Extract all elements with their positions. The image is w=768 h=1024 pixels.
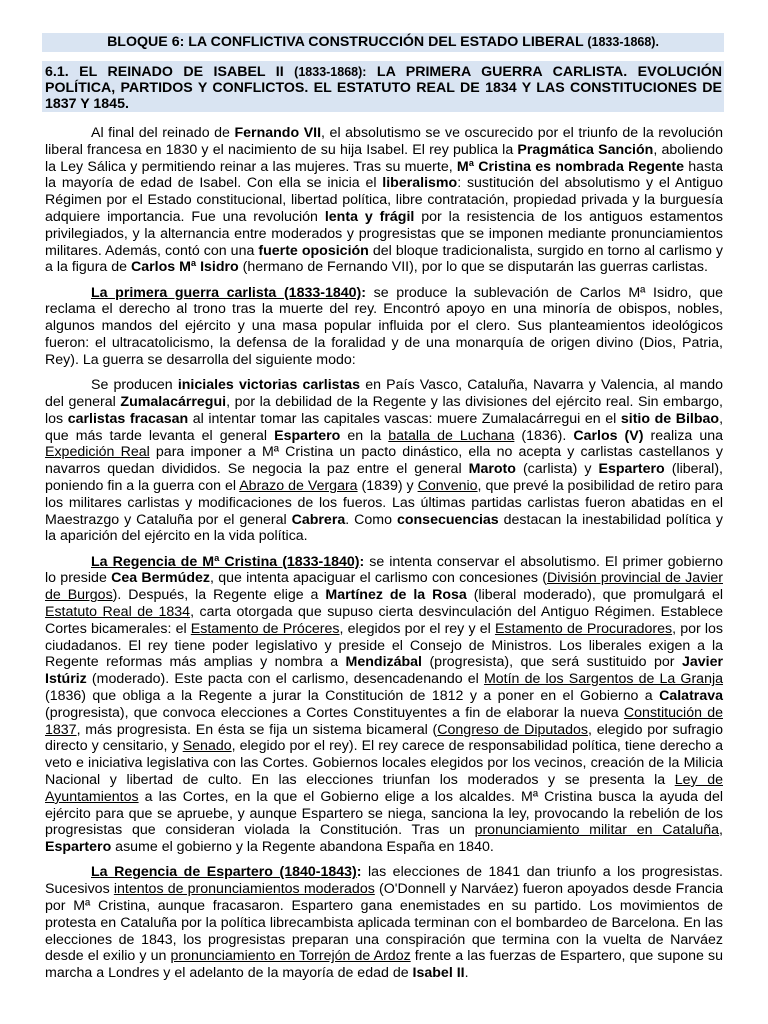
underlined-term: Abrazo de Vergara	[239, 477, 358, 494]
bold-term: Zumalacárregui	[120, 393, 227, 410]
text-run: realiza una	[643, 427, 724, 444]
text-run: en País Vasco, Cataluña, Navarra y Valencia, al mando del general	[45, 377, 723, 410]
text-run: , más progresista. En ésta se fija un sistema bicameral (	[76, 721, 438, 738]
text-run: , por la debilidad de la Regente y las divisiones del ejército real. Sin embargo, los	[45, 393, 723, 427]
text-run: (1839) y	[357, 477, 418, 494]
underlined-term: batalla de Luchana	[388, 427, 515, 444]
text-run: (progresista), que convoca elecciones a Cortes Constituyentes a fin de elaborar la nueva	[45, 704, 624, 721]
text-run: , elegido por sufragio directo y censitario, y	[45, 721, 723, 755]
text-run: al intentar tomar las capitales vascas: muere Zumalacárregui en el	[188, 410, 621, 427]
underlined-term: Constitución de 1837	[45, 704, 723, 738]
text-run: ,	[719, 822, 723, 839]
block-title-bar	[42, 33, 724, 52]
underlined-term: Expedición Real	[45, 444, 150, 461]
text-run: (progresista), que será sustituido por	[422, 654, 682, 671]
text-run: , que intenta apaciguar el carlismo con concesiones (	[210, 570, 547, 587]
text-run: las elecciones de 1841 dan triunfo a los progresistas. Sucesivos	[45, 864, 723, 898]
text-run: en la	[340, 427, 389, 444]
bold-term: :	[359, 553, 365, 570]
underlined-term: Motín de los Sargentos de La Granja	[483, 671, 724, 688]
text-run: hasta la mayoría de edad de Isabel. Con ella se inicia el	[45, 158, 723, 192]
bold-term: fuerte oposición	[258, 242, 369, 259]
document-body	[45, 125, 723, 991]
bold-term: Calatrava	[659, 688, 723, 704]
bold-term: Martínez de la Rosa	[325, 587, 467, 604]
text-run: ). Después, la Regente elige a	[112, 587, 326, 604]
underlined-term: Estamento de Próceres	[190, 620, 340, 637]
underlined-term: Convenio	[417, 477, 478, 494]
bold-term: sitio de Bilbao	[620, 410, 720, 427]
text-run: , por los ciudadanos. El rey tiene poder legislativo y preside el Consejo de Ministros. Los liberales exigen a la Regente reformas más amplias y nombra a	[45, 620, 724, 671]
bold-term: liberalismo	[382, 175, 458, 192]
bold-term: Carlos Mª Isidro	[130, 259, 239, 276]
bold-term: lenta y frágil	[324, 208, 415, 225]
underlined-term: Congreso de Diputados	[437, 721, 588, 738]
underlined-term: Estatuto Real de 1834	[45, 604, 191, 621]
text-run: (liberal), poniendo fin a la guerra con el	[45, 461, 723, 494]
bold-term: Fernando VII	[234, 125, 322, 141]
bold-term: Maroto	[468, 461, 516, 478]
text-run: (liberal moderado), que promulgará el	[466, 587, 723, 604]
text-run: .	[464, 965, 469, 982]
text-run: , elegidos por el rey y el	[339, 620, 495, 637]
text-run: (1836) que obliga a la Regente a jurar la Constitución de 1812 y a poner en el Gobierno a	[45, 688, 660, 704]
underlined-term: Ley de Ayuntamientos	[45, 771, 723, 805]
text-run: , que prevé la posibilidad de retiro para los militares carlistas y modificaciones de los fueros. Las últimas partidas carlistas fueron abatidas en el Maestrazgo y Cataluña por el general	[45, 477, 723, 528]
text-run: (carlista) y	[515, 461, 599, 478]
paragraph-desarrollo-guerra	[45, 377, 723, 545]
underlined-term: Estamento de Procuradores	[494, 620, 673, 637]
bold-term: iniciales victorias carlistas	[177, 377, 361, 394]
text-run: , que más tarde levanta el general	[45, 410, 724, 444]
underlined-term: intentos de pronunciamientos moderados	[113, 881, 375, 898]
paragraph-regencia-maria-cristina	[45, 554, 723, 856]
text-run: , aboliendo la Ley Sálica y permitiendo reinar a las mujeres. Tras su muerte,	[45, 141, 723, 175]
paragraph-regencia-espartero	[45, 864, 723, 982]
text-run: a las Cortes, en la que el Gobierno elige a los alcaldes. Mª Cristina busca la ayuda del ejército para que se apruebe, y aunque Espartero se niega, sanciona la ley, provocando la rebelión de los progresistas que consideran violada la Constitución. Tras un	[45, 788, 723, 839]
text-run: (moderado). Este pacta con el carlismo, desencadenando el	[86, 671, 484, 688]
bold-term: Cea Bermúdez	[111, 570, 210, 587]
bold-term: :	[361, 284, 366, 301]
bold-term: Espartero	[45, 839, 112, 856]
block-title-dates: (1833-1868).	[587, 35, 659, 49]
bold-term: Mendizábal	[345, 654, 422, 671]
section-heading-dates: (1833-1868):	[294, 65, 367, 79]
section-heading-rest: LA PRIMERA GUERRA CARLISTA. EVOLUCIÓN POLÍTICA, PARTIDOS Y CONFLICTOS. EL ESTATUTO REAL DE 1834 Y LAS CONSTITUCIONES DE 1837 Y 1845.	[45, 64, 722, 112]
bold-term: Espartero	[598, 461, 665, 478]
bold-term: Pragmática Sanción	[517, 141, 654, 158]
paragraph-intro-liberalismo	[45, 125, 723, 276]
text-run: del bloque tradicionalista, surgido en torno al carlismo y a la figura de	[45, 242, 723, 276]
text-run: : sustitución del absolutismo y el Antiguo Régimen por el Estado constitucional, libertad política, libre contratación, propiedad privada y la burguesía adquiere importancia. Fue una revolución	[45, 175, 723, 225]
underlined-term: Senado	[182, 738, 232, 755]
bold-term: consecuencias	[396, 511, 499, 528]
text-run: Se producen	[91, 377, 178, 394]
subsection-heading: La Regencia de Espartero (1840-1843)	[91, 864, 357, 881]
text-run: , el absolutismo se ve oscurecido por el triunfo de la revolución liberal francesa en 1830 y el nacimiento de su hija Isabel. El rey publica la	[45, 125, 723, 158]
bold-term: Espartero	[274, 427, 341, 444]
bold-term: :	[356, 864, 362, 881]
text-run: para imponer a Mª Cristina un pacto dinástico, ella no acepta y carlistas castellanos y navarros quedan divididos. Se negocia la paz entre el general	[45, 444, 723, 478]
bold-term: Mª Cristina es nombrada Regente	[456, 158, 685, 175]
underlined-term: pronunciamiento militar en Cataluña	[474, 822, 720, 839]
text-run: , elegido por el rey). El rey carece de responsabilidad política, tiene derecho a veto e iniciativa legislativa con las Cortes. Gobiernos locales elegidos por los vecinos, creación de la Milicia Nacional y libertad de culto. En las elecciones triunfan los moderados y se presenta la	[45, 738, 723, 788]
text-run: destacan la inestabilidad política y la aparición del ejército en la vida política.	[45, 511, 723, 545]
text-run: frente a las fuerzas de Espartero, que supone su marcha a Londres y el adelanto de la mayoría de edad de	[45, 948, 723, 982]
text-run: (O'Donnell y Narváez) fueron apoyados desde Francia por Mª Cristina, aunque fracasaron. Espartero gana enemistades en su partido. Los movimientos de protesta en Cataluña por la política librecambista aplicada terminan con el bombardeo de Barcelona. En las elecciones de 1843, los progresistas preparan una conspiración que termina con la vuelta de Narváez desde el exilio y un	[45, 881, 723, 965]
subsection-heading: La primera guerra carlista (1833-1840)	[91, 284, 362, 301]
text-run: , carta otorgada que supuso cierta desvinculación del Antiguo Régimen. Establece Cortes bicamerales: el	[45, 604, 723, 637]
text-run: se intenta conservar el absolutismo. El primer gobierno lo preside	[45, 553, 723, 587]
bold-term: Isabel II	[412, 965, 465, 982]
text-run: asume el gobierno y la Regente abandona España en 1840.	[111, 839, 494, 856]
text-run: por la resistencia de los antiguos estamentos privilegiados, y la alternancia entre moderados y progresistas que se imponen mediante pronunciamientos militares. Además, contó con una	[45, 208, 723, 259]
text-run: (1836).	[514, 427, 574, 444]
block-title: BLOQUE 6: LA CONFLICTIVA CONSTRUCCIÓN DEL ESTADO LIBERAL	[107, 34, 584, 50]
text-run: . Como	[345, 511, 397, 528]
section-heading-bar	[42, 61, 724, 112]
subsection-heading: La Regencia de Mª Cristina (1833-1840)	[91, 553, 360, 570]
underlined-term: División provincial de Javier de Burgos	[45, 570, 723, 604]
paragraph-primera-guerra-carlista	[45, 285, 723, 369]
section-heading-lead: 6.1. EL REINADO DE ISABEL II	[45, 64, 284, 80]
bold-term: carlistas fracasan	[67, 410, 189, 427]
text-run: Al final del reinado de	[91, 125, 235, 141]
text-run: (hermano de Fernando VII), por lo que se disputarán las guerras carlistas.	[238, 259, 708, 276]
bold-term: Cabrera	[291, 511, 346, 528]
underlined-term: pronunciamiento en Torrejón de Ardoz	[170, 948, 411, 965]
bold-term: Javier Istúriz	[45, 654, 724, 688]
bold-term: Carlos (V)	[573, 427, 644, 444]
text-run: se produce la sublevación de Carlos Mª Isidro, que reclama el derecho al trono tras la muerte del rey. Encontró apoyo en una minoría de obispos, nobles, algunos mandos del ejército y una masa popular influida por el clero. Sus planteamientos ideológicos fueron: el ultracatolicismo, la defensa de la foralidad y de una monarquía de origen divino (Dios, Patria, Rey). La guerra se desarrolla del siguiente modo:	[45, 284, 723, 368]
